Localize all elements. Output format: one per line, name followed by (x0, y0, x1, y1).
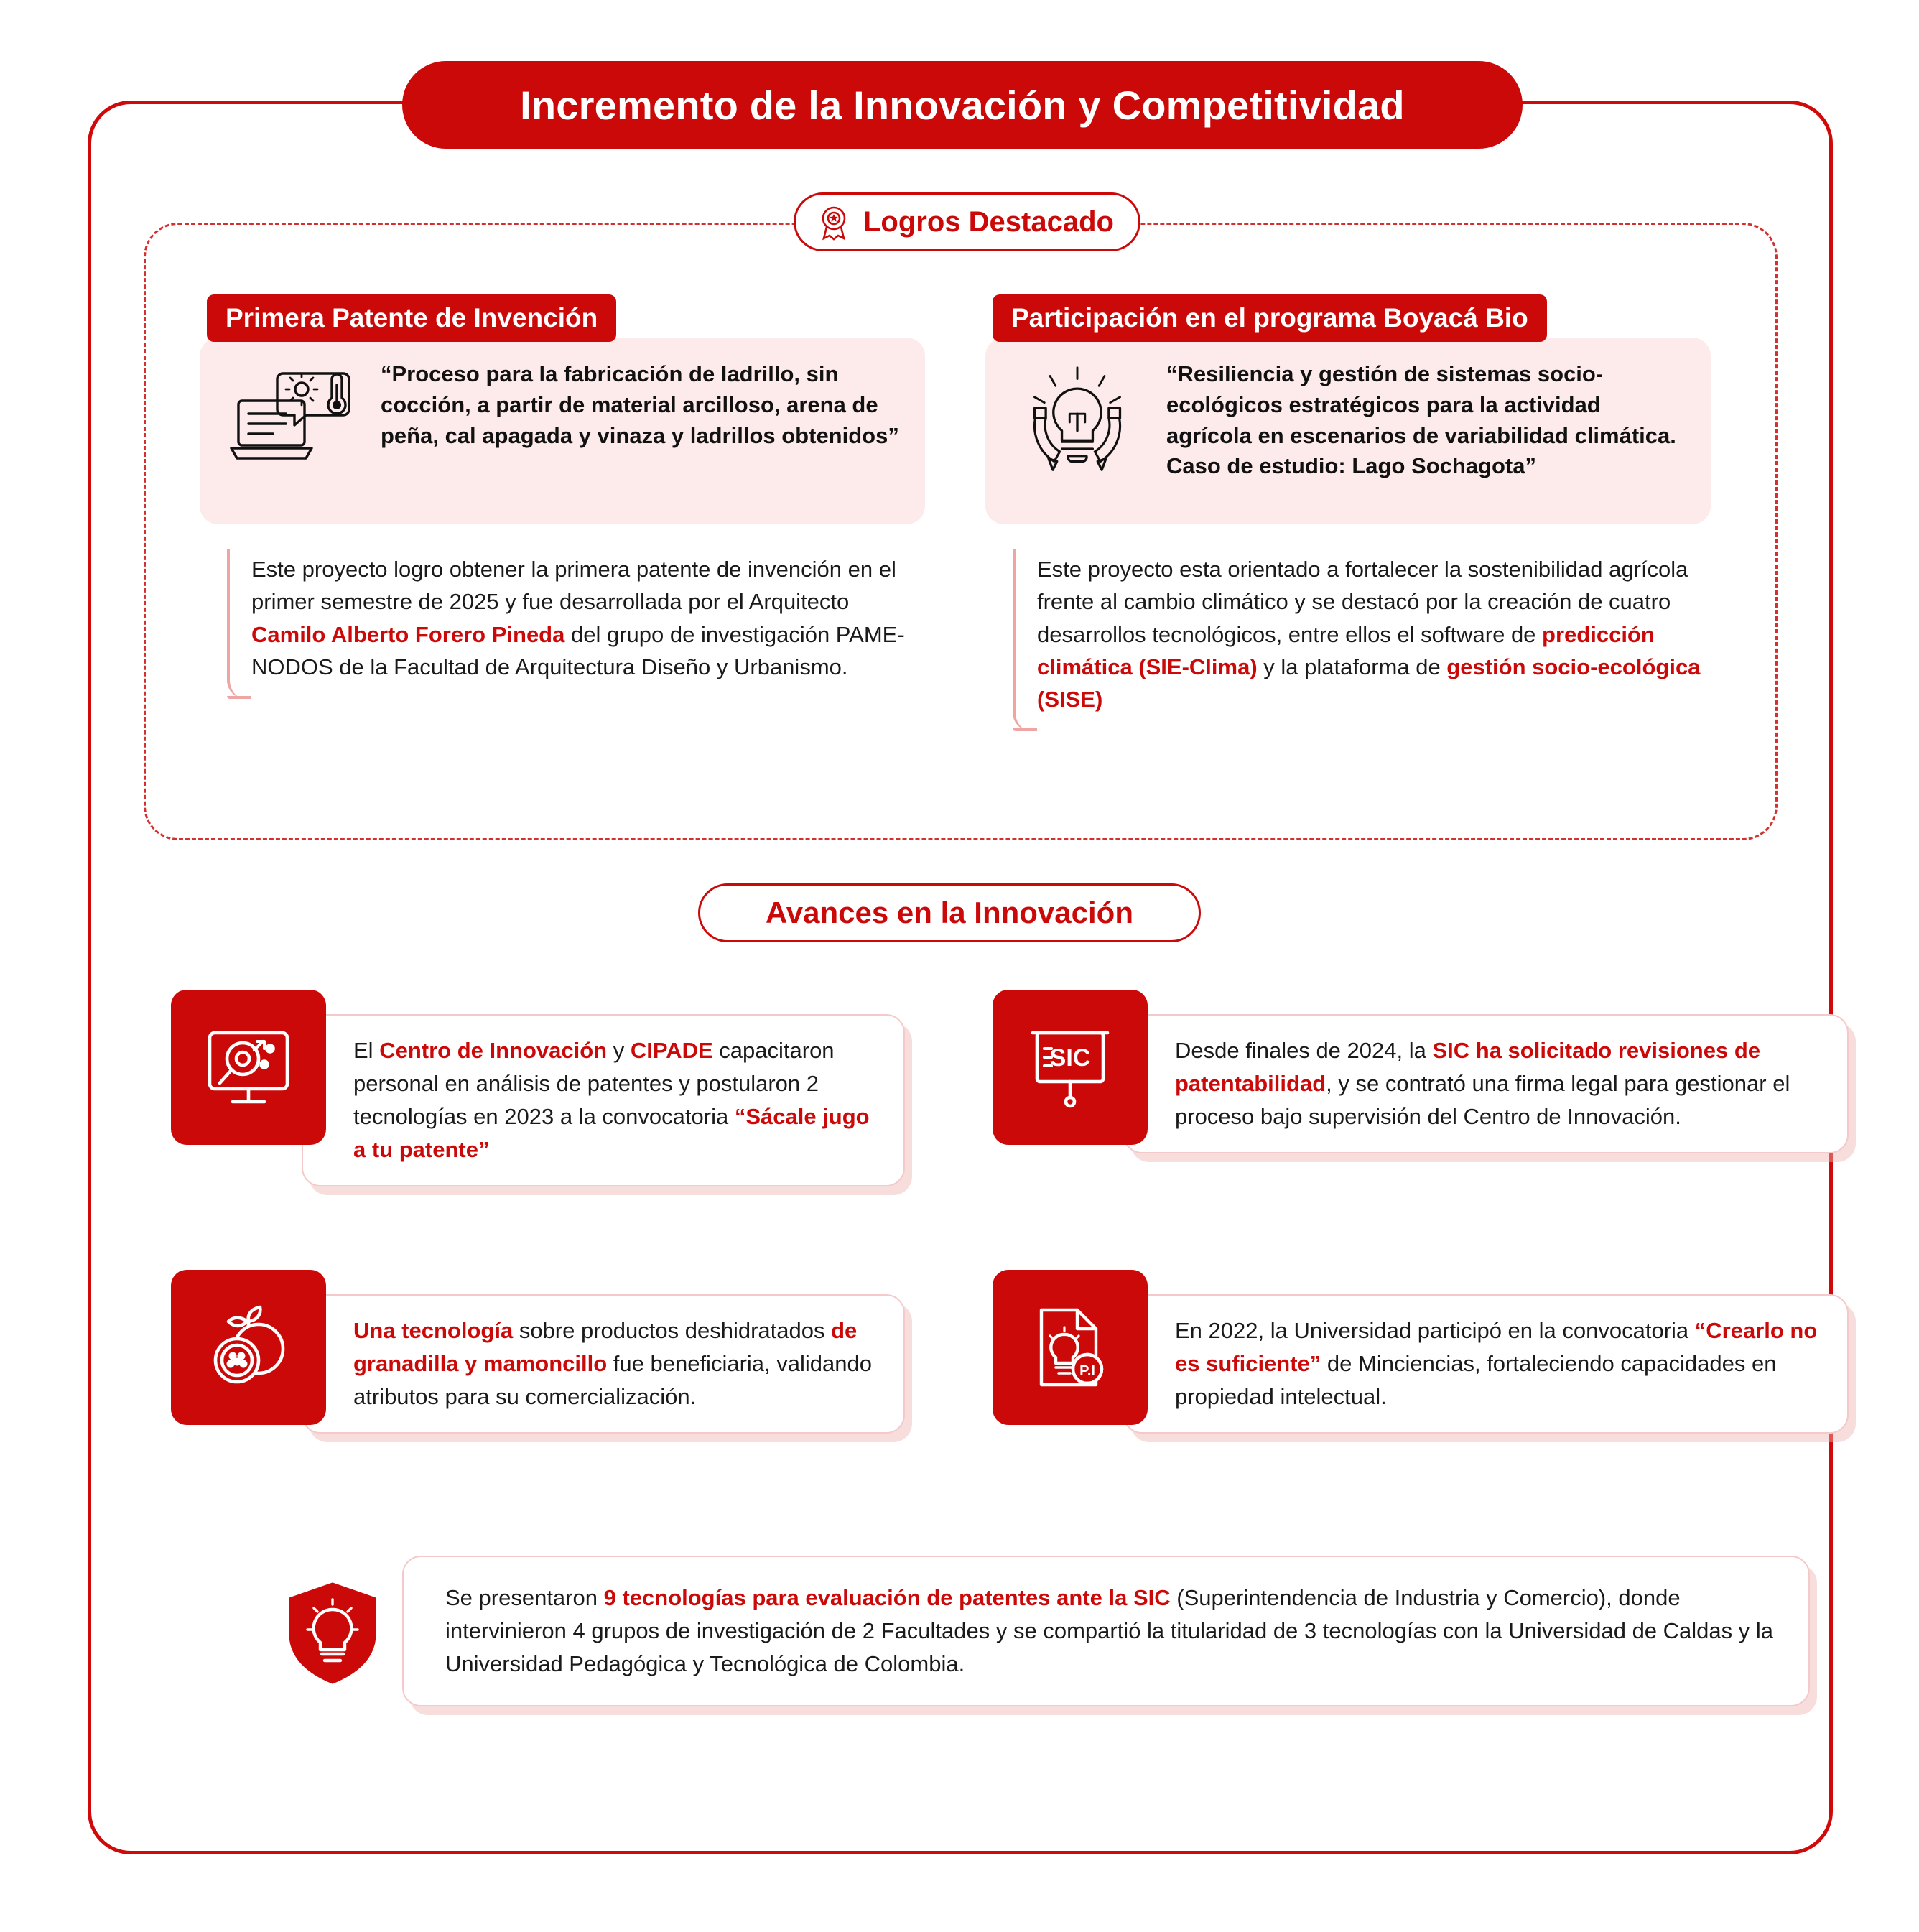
achievement-description-text: Este proyecto esta orientado a fortalecer la sostenibilidad agrícola frente al cambio climático y se destacó por la creación de cuatro desarrollos tecnológicos, entre ellos el software de predicción climática (SIE-Clima) y la plataforma de gestión socio-ecológica (SISE) (1037, 557, 1701, 712)
advance-card-text: Desde finales de 2024, la SIC ha solicitado revisiones de patentabilidad, y se contrató una firma legal para gestionar el proceso bajo supervisión del Centro de Innovación. (1175, 1038, 1790, 1129)
achievement-header-text: Primera Patente de Invención (226, 303, 598, 333)
sic-board-icon (993, 990, 1148, 1145)
advance-card-crearlo (993, 1270, 1849, 1434)
document-bulb-pi-icon (993, 1270, 1148, 1425)
advance-card-text-box (1123, 1014, 1849, 1153)
logros-label-text: Logros Destacado (863, 205, 1114, 238)
achievement-header (993, 294, 1547, 342)
achievement-card-boyaca (985, 294, 1711, 731)
page-title (402, 61, 1523, 149)
page-title-text: Incremento de la Innovación y Competitividad (520, 82, 1405, 128)
achievement-card-patente (200, 294, 925, 699)
advance-card-text: Una tecnología sobre productos deshidratados de granadilla y mamoncillo fue beneficiaria, validando atributos para su comercialización. (353, 1318, 872, 1409)
advance-card-text: En 2022, la Universidad participó en la convocatoria “Crearlo no es suficiente” de Minciencias, fortaleciendo capacidades en propiedad intelectual. (1175, 1318, 1818, 1409)
lightbulb-gear-icon (1005, 359, 1149, 475)
achievement-header-text: Participación en el programa Boyacá Bio (1011, 303, 1528, 333)
achievement-quote-box (200, 338, 925, 524)
svg-text:P.I: P.I (1079, 1363, 1095, 1379)
achievement-description (227, 549, 925, 699)
laptop-thermometer-icon (220, 359, 363, 471)
achievement-quote-text: “Resiliencia y gestión de sistemas socio-ecológicos estratégicos para la actividad agrícola en escenarios de variabilidad climática. Caso de estudio: Lago Sochagota” (1166, 361, 1676, 479)
achievement-description (1013, 549, 1711, 731)
svg-text:SIC: SIC (1049, 1044, 1091, 1072)
advance-card-text-box (302, 1014, 905, 1186)
avances-label-text: Avances en la Innovación (766, 896, 1133, 929)
achievement-quote-text: “Proceso para la fabricación de ladrillo, sin cocción, a partir de material arcilloso, arena de peña, cal apagada y vinaza y ladrillos obtenidos” (381, 361, 899, 448)
achievement-quote-box (985, 338, 1711, 524)
shield-bulb-icon (250, 1543, 415, 1722)
advance-card-text-box (402, 1556, 1810, 1706)
achievement-description-text: Este proyecto logro obtener la primera patente de invención en el primer semestre de 2025 y fue desarrollada por el Arquitecto Camilo Alberto Forero Pineda del grupo de investigación PAME-NODOS de la Facultad de Arquitectura Diseño y Urbanismo. (251, 557, 905, 679)
medal-icon (814, 203, 853, 241)
advance-card-sic (993, 990, 1849, 1153)
logros-section-label (794, 192, 1140, 251)
advance-card-9-tecnologias (250, 1543, 1810, 1722)
advance-card-centro-innovacion (171, 990, 905, 1186)
advance-card-text-box (302, 1294, 905, 1434)
advance-card-text-box (1123, 1294, 1849, 1434)
avances-section-label (698, 883, 1201, 942)
advance-card-text: Se presentaron 9 tecnologías para evaluación de patentes ante la SIC (Superintendencia de Industria y Comercio), donde intervinieron 4 grupos de investigación de 2 Facultades y se compartió la titularidad de 3 tecnologías con la Universidad de Caldas y la Universidad Pedagógica y Tecnológica de Colombia. (445, 1585, 1774, 1676)
monitor-target-icon (171, 990, 326, 1145)
fruit-icon (171, 1270, 326, 1425)
advance-card-granadilla (171, 1270, 905, 1434)
achievement-header (207, 294, 616, 342)
advance-card-text: El Centro de Innovación y CIPADE capacitaron personal en análisis de patentes y postularon 2 tecnologías en 2023 a la convocatoria “Sácale jugo a tu patente” (353, 1038, 870, 1162)
